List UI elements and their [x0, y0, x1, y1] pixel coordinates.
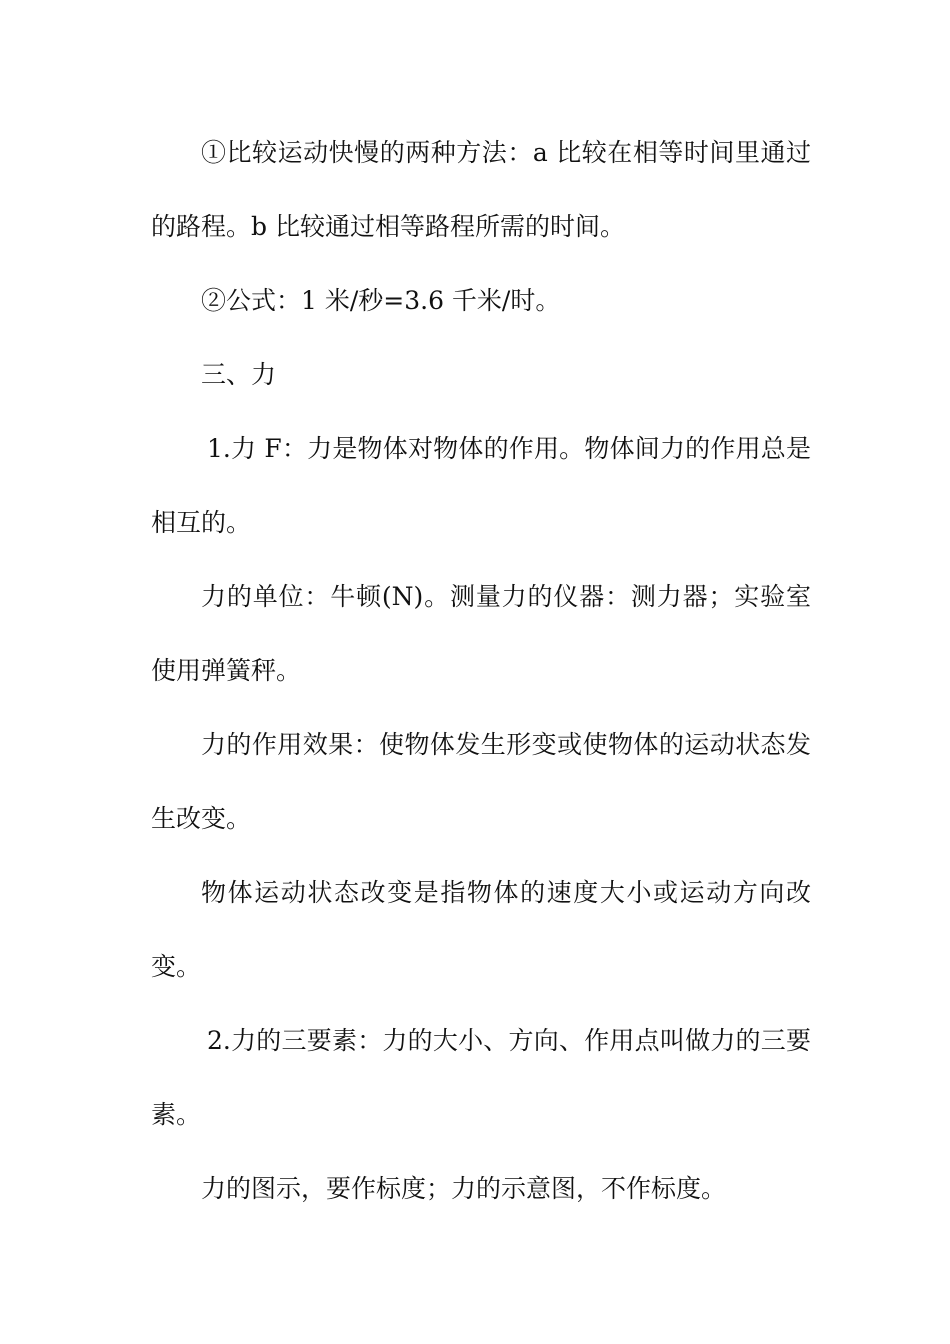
paragraph-motion-state: 物体运动状态改变是指物体的速度大小或运动方向改变。: [151, 878, 811, 981]
paragraph-three-elements: 2.力的三要素：力的大小、方向、作用点叫做力的三要素。: [151, 1026, 811, 1129]
paragraph-force-definition: 1.力 F：力是物体对物体的作用。物体间力的作用总是相互的。: [151, 434, 811, 537]
paragraph-formula: ②公式：1 米/秒=3.6 千米/时。: [201, 286, 561, 315]
section-heading-force: 三、力: [201, 360, 277, 389]
paragraph-force-unit: 力的单位：牛顿(N)。测量力的仪器：测力器；实验室使用弹簧秤。: [151, 582, 811, 685]
paragraph-speed-methods: ①比较运动快慢的两种方法：a 比较在相等时间里通过的路程。b 比较通过相等路程所需的时间。: [151, 138, 811, 241]
paragraph-force-effect: 力的作用效果：使物体发生形变或使物体的运动状态发生改变。: [151, 730, 811, 833]
document-body: [151, 116, 811, 1226]
paragraph-force-diagram: 力的图示，要作标度；力的示意图，不作标度。: [201, 1174, 727, 1203]
